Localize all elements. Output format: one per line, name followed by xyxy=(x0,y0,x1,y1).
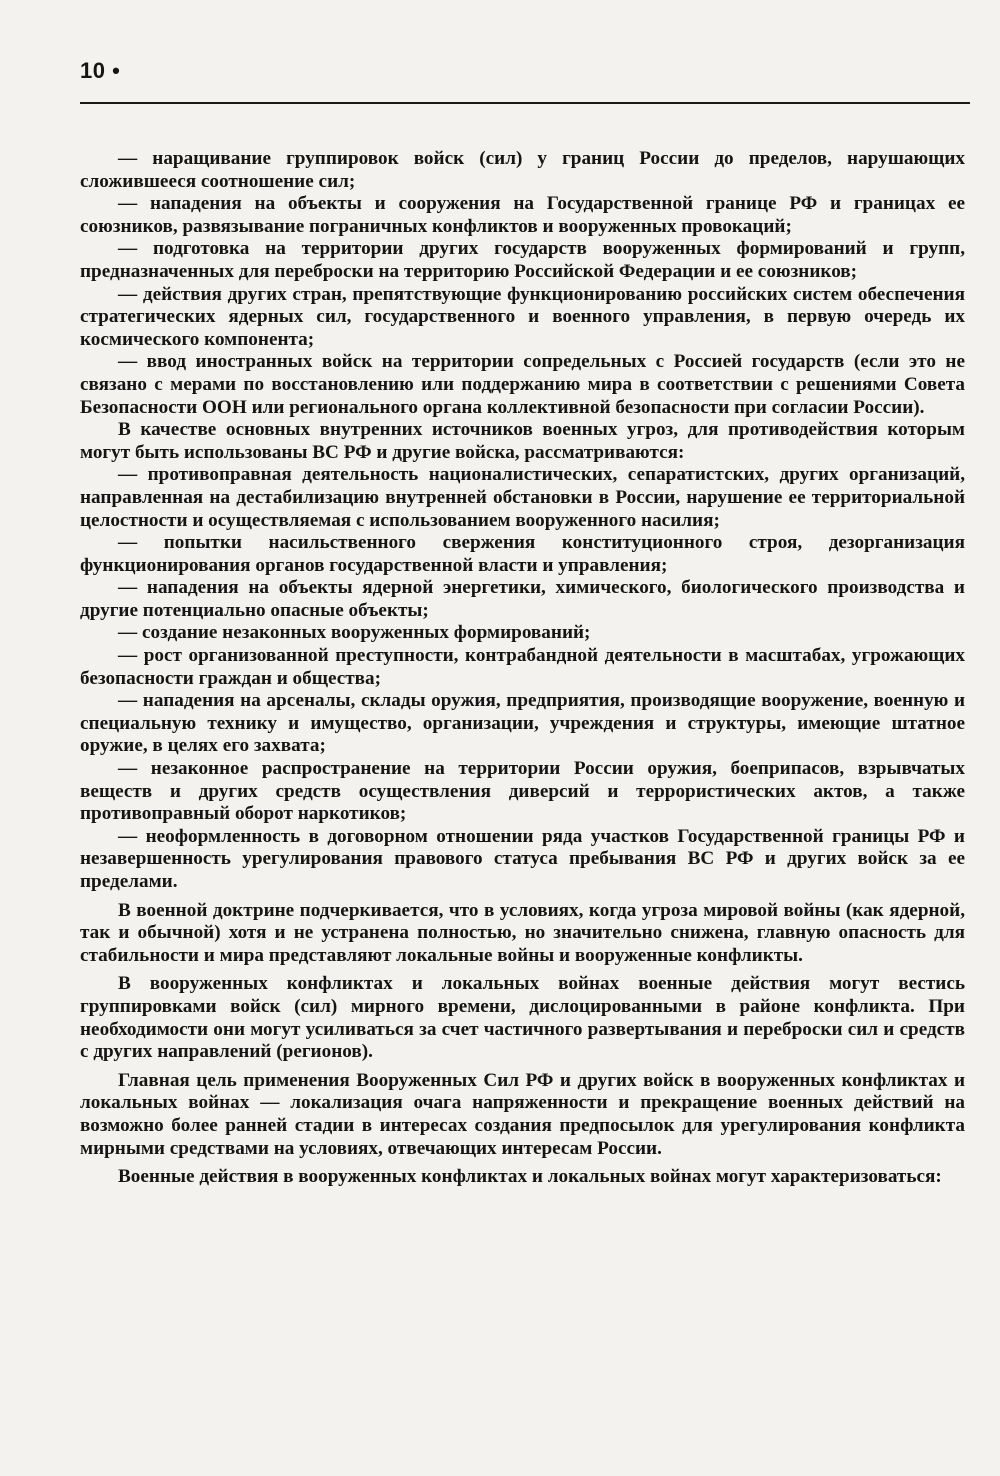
paragraph: — действия других стран, препятствующие функционированию российских систем обеспечения стратегических ядерных сил, государственного и военного управления, в первую очередь их космического компонента; xyxy=(80,283,965,350)
paragraph: В вооруженных конфликтах и локальных войнах военные действия могут вестись группировками войск (сил) мирного времени, дислоцированными в районе конфликта. При необходимости они могут усиливаться за счет частичного развертывания и переброски сил и средств с других направлений (регионов). xyxy=(80,973,965,1063)
paragraph: Главная цель применения Вооруженных Сил РФ и других войск в вооруженных конфликтах и локальных войнах — локализация очага напряженности и прекращение военных действий на возможно более ранней стадии в интересах создания предпосылок для урегулирования конфликта мирными средствами на условиях, отвечающих интересам России. xyxy=(80,1069,965,1159)
paragraph: — подготовка на территории других государств вооруженных формирований и групп, предназначенных для переброски на территорию Российской Федерации и ее союзников; xyxy=(80,238,965,282)
header-rule xyxy=(80,102,970,104)
paragraph: — создание незаконных вооруженных формирований; xyxy=(118,622,591,644)
paragraph: — попытки насильственного свержения конституционного строя, дезорганизация функционирования органов государственной власти и управления; xyxy=(80,532,965,576)
paragraph: — нападения на арсеналы, склады оружия, предприятия, производящие вооружение, военную и специальную технику и имущество, организации, учреждения и структуры, имеющие штатное оружие, в целях его захвата; xyxy=(80,690,965,757)
paragraph: — нападения на объекты и сооружения на Государственной границе РФ и границах ее союзников, развязывание пограничных конфликтов и вооруженных провокаций; xyxy=(80,193,965,237)
paragraph: — ввод иностранных войск на территории сопредельных с Россией государств (если это не связано с мерами по восстановлению или поддержанию мира в соответствии с решениями Совета Безопасности ООН или регионального органа коллективной безопасности при согласии России). xyxy=(80,351,965,418)
paragraph: В качестве основных внутренних источников военных угроз, для противодействия которым могут быть использованы ВС РФ и другие войска, рассматриваются: xyxy=(80,419,965,463)
paragraph: Военные действия в вооруженных конфликтах и локальных войнах могут характеризоваться: xyxy=(118,1166,942,1188)
paragraph: — наращивание группировок войск (сил) у границ России до пределов, нарушающих сложившееся соотношение сил; xyxy=(80,148,965,192)
paragraph: — противоправная деятельность националистических, сепаратистских, других организаций, направленная на дестабилизацию внутренней обстановки в России, нарушение ее территориальной целостности и осуществляемая с использованием вооруженного насилия; xyxy=(80,464,965,531)
paragraph: — неоформленность в договорном отношении ряда участков Государственной границы РФ и незавершенность урегулирования правового статуса пребывания ВС РФ и других войск за ее пределами. xyxy=(80,825,965,892)
paragraph: В военной доктрине подчеркивается, что в условиях, когда угроза мировой войны (как ядерной, так и обычной) хотя и не устранена полностью, но значительно снижена, главную опасность для стабильности и мира представляют локальные войны и вооруженные конфликты. xyxy=(80,899,965,966)
paragraph: — незаконное распространение на территории России оружия, боеприпасов, взрывчатых веществ и других средств осуществления диверсий и террористических актов, а также противоправный оборот наркотиков; xyxy=(80,758,965,825)
paragraph: — рост организованной преступности, контрабандной деятельности в масштабах, угрожающих безопасности граждан и общества; xyxy=(80,645,965,689)
page-number: 10 • xyxy=(80,58,121,83)
body-text xyxy=(80,148,965,1189)
paragraph: — нападения на объекты ядерной энергетики, химического, биологического производства и другие потенциально опасные объекты; xyxy=(80,577,965,621)
